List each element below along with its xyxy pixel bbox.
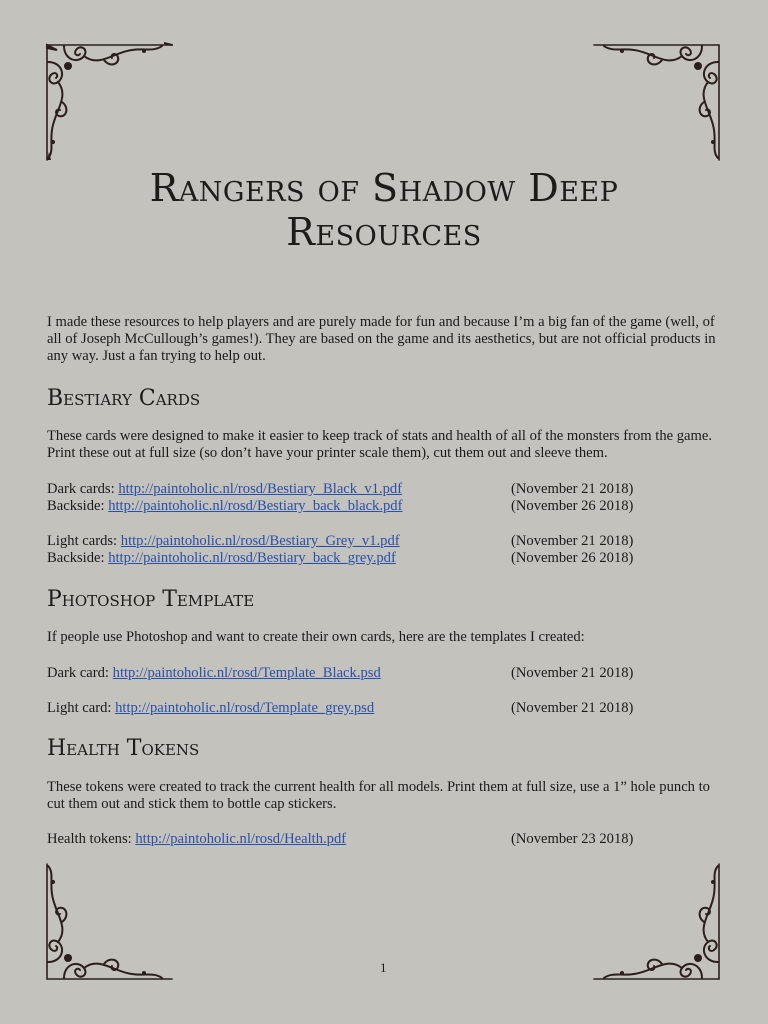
link-date: (November 23 2018): [511, 831, 634, 847]
link-bestiary-grey[interactable]: http://paintoholic.nl/rosd/Bestiary_Grey_v1.pdf: [120, 533, 400, 549]
link-row: [47, 700, 647, 717]
link-date: (November 26 2018): [511, 498, 634, 514]
flourish-corner-icon: [44, 862, 174, 982]
link-date: (November 21 2018): [511, 665, 634, 681]
page-title-line-1: Rangers of Shadow Deep: [149, 166, 619, 210]
section-heading-health: Health Tokens: [47, 736, 200, 761]
flourish-corner-icon: [592, 862, 722, 982]
link-date: (November 21 2018): [511, 533, 634, 549]
flourish-corner-icon: [44, 42, 174, 162]
bestiary-paragraph: These cards were designed to make it easier to keep track of stats and health of all of the monsters from the game. Print these out at full size (so don’t have your printer scale them), cut them out and sleeve them.: [47, 428, 712, 461]
link-bestiary-back-grey[interactable]: http://paintoholic.nl/rosd/Bestiary_back_grey.pdf: [108, 550, 396, 566]
link-bestiary-back-black[interactable]: http://paintoholic.nl/rosd/Bestiary_back_black.pdf: [108, 498, 403, 514]
section-heading-bestiary: Bestiary Cards: [47, 386, 201, 411]
link-row: [47, 481, 647, 498]
photoshop-paragraph: If people use Photoshop and want to create their own cards, here are the templates I created:: [47, 629, 585, 645]
page-number: 1: [380, 960, 387, 975]
link-template-grey[interactable]: http://paintoholic.nl/rosd/Template_grey.psd: [115, 700, 375, 716]
link-date: (November 26 2018): [511, 550, 634, 566]
link-date: (November 21 2018): [511, 481, 634, 497]
link-row: [47, 831, 647, 848]
link-label: Light card:: [47, 700, 116, 716]
link-row: [47, 533, 647, 550]
link-row: [47, 665, 647, 682]
link-template-black[interactable]: http://paintoholic.nl/rosd/Template_Black.psd: [112, 665, 381, 681]
page-title-line-2: Resources: [286, 210, 482, 254]
link-row: [47, 550, 647, 567]
link-health[interactable]: http://paintoholic.nl/rosd/Health.pdf: [135, 831, 347, 847]
link-label: Backside:: [47, 550, 109, 566]
link-label: Dark card:: [47, 665, 113, 681]
intro-paragraph: I made these resources to help players and are purely made for fun and because I’m a big fan of the game (well, of all of Joseph McCullough’s games!). They are based on the game and its aesthetics, but are not official products in any way. Just a fan trying to help out.: [47, 314, 716, 364]
page-title: [60, 166, 708, 254]
link-date: (November 21 2018): [511, 700, 634, 716]
section-heading-photoshop: Photoshop Template: [47, 587, 255, 612]
link-label: Light cards:: [47, 533, 121, 549]
flourish-corner-icon: [592, 42, 722, 162]
health-paragraph: These tokens were created to track the current health for all models. Print them at full size, use a 1” hole punch to cut them out and stick them to bottle cap stickers.: [47, 779, 710, 812]
link-bestiary-black[interactable]: http://paintoholic.nl/rosd/Bestiary_Black_v1.pdf: [118, 481, 403, 497]
link-row: [47, 498, 647, 515]
link-label: Health tokens:: [47, 831, 136, 847]
link-label: Dark cards:: [47, 481, 119, 497]
link-label: Backside:: [47, 498, 109, 514]
